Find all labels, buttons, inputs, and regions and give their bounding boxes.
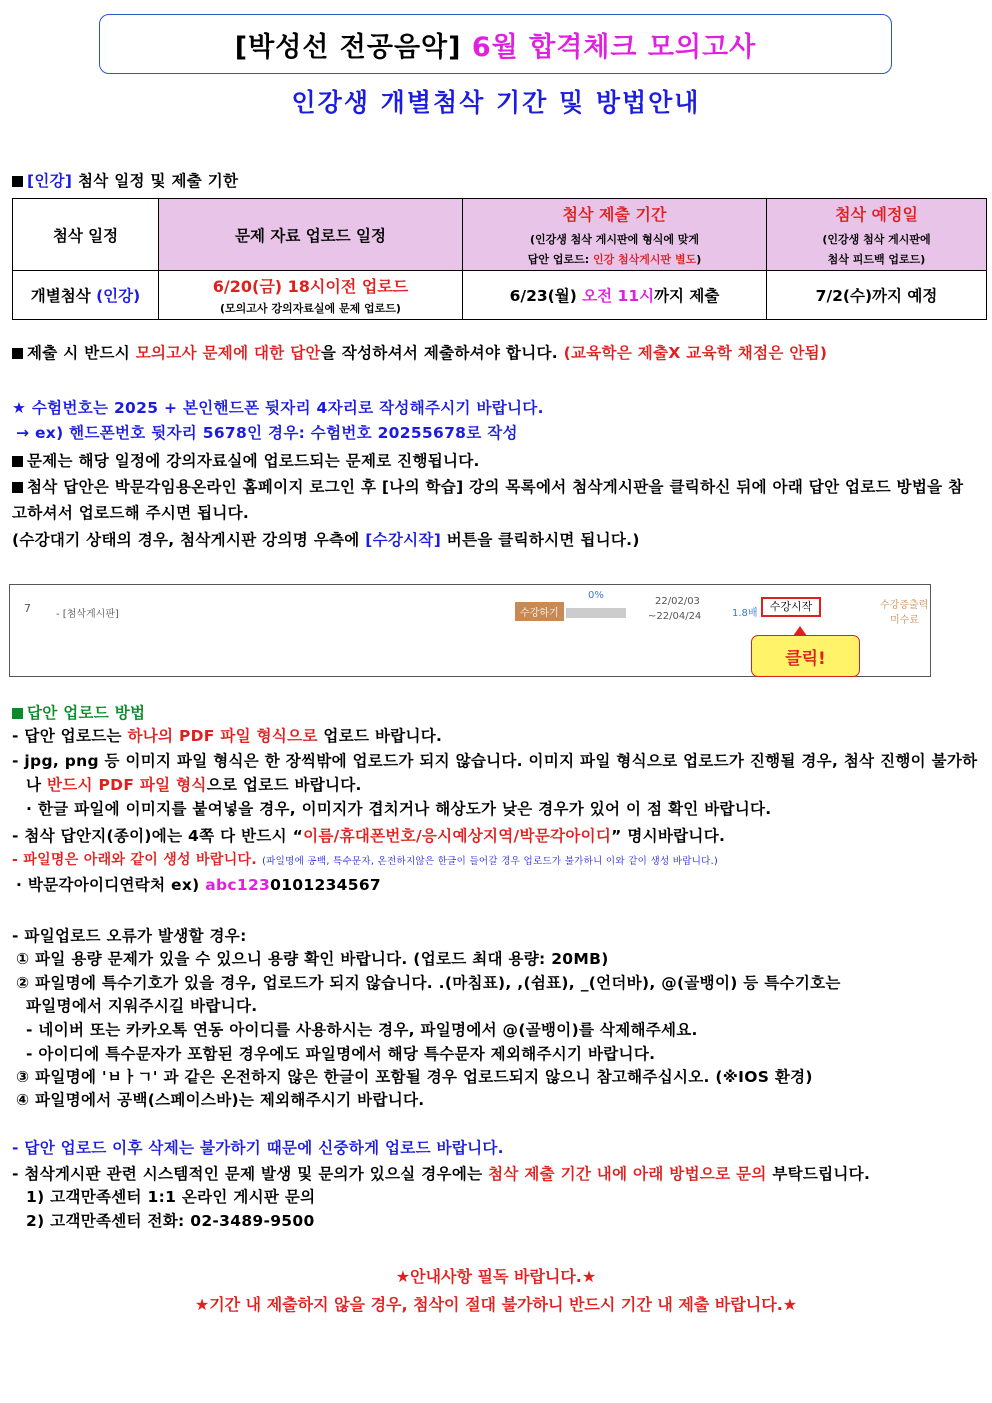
upload-rule-1: - 답안 업로드는 하나의 PDF 파일 형식으로 업로드 바랍니다. <box>12 727 443 745</box>
start-button-note: (수강대기 상태의 경우, 첨삭게시판 강의명 우측에 [수강시작] 버튼을 클릭하시면 됩니다.) <box>12 531 640 549</box>
problem-note: 문제는 해당 일정에 강의자료실에 업로드되는 문제로 진행됩니다. <box>12 449 480 471</box>
exam-number-example: → ex) 핸드폰번호 뒷자리 5678인 경우: 수험번호 20255678로 작성 <box>16 424 518 442</box>
exam-number-note: ★ 수험번호는 2025 + 본인핸드폰 뒷자리 4자리로 작성해주시기 바랍니다. <box>12 399 544 417</box>
square-bullet-icon <box>12 348 23 359</box>
progress-percent: 0% <box>588 590 604 601</box>
error-2b: 파일명에서 지워주시길 바랍니다. <box>26 997 258 1015</box>
course-end-date: ~22/04/24 <box>648 611 702 622</box>
title-box <box>99 14 892 74</box>
submit-note-1: (인강생 첨삭 게시판에 형식에 맞게 <box>529 233 700 246</box>
upload-rule-2b: 나 반드시 PDF 파일 형식으로 업로드 바랍니다. <box>26 776 362 794</box>
schedule-table <box>12 198 987 320</box>
inquiry-note: - 첨삭게시판 관련 시스템적인 문제 발생 및 문의가 있으실 경우에는 첨삭 제출 기간 내에 아래 방법으로 문의 부탁드립니다. <box>12 1165 871 1183</box>
must-read-note: ★안내사항 필독 바랍니다.★ <box>395 1267 597 1286</box>
green-square-icon <box>12 708 23 719</box>
course-start-date: 22/02/03 <box>655 596 700 607</box>
error-2d: - 아이디에 특수문자가 포함된 경우에도 파일명에서 해당 특수문자 제외해주시기 바랍니다. <box>26 1045 656 1063</box>
upload-method-heading: 답안 업로드 방법 <box>12 701 145 723</box>
upload-date: 6/20(금) 18시이전 업로드 <box>212 277 409 296</box>
callout-arrow-icon <box>793 626 807 636</box>
playback-speed: 1.8배 <box>732 608 758 619</box>
upload-rule-4: - 첨삭 답안지(종이)에는 4쪽 다 반드시 “이름/휴대폰번호/응시예상지역/박문각아이디” 명시바랍니다. <box>12 827 726 845</box>
board-note-1: 첨삭 답안은 박문각임용온라인 홈페이지 로그인 후 [나의 학습] 강의 목록에서 첨삭게시판을 클릭하신 뒤에 아래 답안 업로드 방법을 참 <box>12 475 963 497</box>
square-bullet-icon <box>12 482 23 493</box>
start-course-button[interactable]: 수강시작 <box>761 597 821 617</box>
feedback-title: 첨삭 예정일 <box>835 205 918 224</box>
upload-rule-5: - 파일명은 아래와 같이 생성 바랍니다. (파일명에 공백, 특수문자, 온전하지않은 한글이 들어갈 경우 업로드가 불가하니 이와 같이 생성 바랍니다.) <box>12 852 718 868</box>
error-3: ③ 파일명에 'ㅂㅏㄱ' 과 같은 온전하지 않은 한글이 포함될 경우 업로드되지 않으니 참고해주십시오. (※IOS 환경) <box>16 1068 813 1086</box>
no-delete-note: - 답안 업로드 이후 삭제는 불가하기 때문에 신중하게 업로드 바랍니다. <box>12 1139 504 1157</box>
submit-title: 첨삭 제출 기간 <box>562 205 667 224</box>
submit-notice: 제출 시 반드시 모의고사 문제에 대한 답안을 작성하셔서 제출하셔야 합니다. (교육학은 제출X 교육학 채점은 안됨) <box>12 341 827 363</box>
feedback-date-cell: 7/2(수)까지 예정 <box>767 271 987 320</box>
course-list-screenshot <box>9 584 931 677</box>
header-cell-submit <box>463 199 767 271</box>
contact-phone: 2) 고객만족센터 전화: 02-3489-9500 <box>26 1212 315 1230</box>
upload-rule-3: · 한글 파일에 이미지를 붙여넣을 경우, 이미지가 겹치거나 해상도가 낮은 경우가 있어 이 점 확인 바랍니다. <box>26 800 772 818</box>
board-note-2: 고하셔서 업로드해 주시면 됩니다. <box>12 504 250 522</box>
title-main: 6월 합격체크 모의고사 <box>471 31 757 63</box>
header-cell-schedule: 첨삭 일정 <box>13 199 159 271</box>
error-4: ④ 파일명에서 공백(스페이스바)는 제외해주시기 바랍니다. <box>16 1091 425 1109</box>
feedback-note-2: 첨삭 피드백 업로드) <box>827 253 926 266</box>
error-1: ① 파일 용량 문제가 있을 수 있으니 용량 확인 바랍니다. (업로드 최대 용량: 20MB) <box>16 950 609 968</box>
submit-deadline-cell: 6/23(월) 오전 11시까지 제출 <box>463 271 767 320</box>
click-callout: 클릭! <box>751 635 860 677</box>
error-2: ② 파일명에 특수기호가 있을 경우, 업로드가 되지 않습니다. .(마침표), ,(쉼표), _(언더바), @(골뱅이) 등 특수기호는 <box>16 974 841 992</box>
title-bracket: [박성선 전공음악] <box>234 31 462 63</box>
page-subtitle: 인강생 개별첨삭 기간 및 방법안내 <box>291 88 701 117</box>
certificate-print[interactable]: 수강증출력 <box>880 600 929 611</box>
header-cell-feedback <box>767 199 987 271</box>
square-bullet-icon <box>12 456 23 467</box>
contact-board: 1) 고객만족센터 1:1 온라인 게시판 문의 <box>26 1188 316 1206</box>
section-tag: [인강] <box>27 172 73 190</box>
course-number: 7 <box>24 602 31 615</box>
feedback-note-1: (인강생 첨삭 게시판에 <box>822 233 931 246</box>
upload-date-cell <box>159 271 463 320</box>
deadline-warning: ★기간 내 제출하지 않을 경우, 첨삭이 절대 불가하니 반드시 기간 내 제출 바랍니다.★ <box>194 1295 798 1314</box>
error-2c: - 네이버 또는 카카오톡 연동 아이디를 사용하시는 경우, 파일명에서 @(골뱅이)를 삭제해주세요. <box>26 1021 698 1039</box>
completion-status: 미수료 <box>890 615 919 626</box>
square-bullet-icon <box>12 176 23 187</box>
header-cell-upload: 문제 자료 업로드 일정 <box>159 199 463 271</box>
section-label: 첨삭 일정 및 제출 기한 <box>78 172 239 190</box>
upload-note: (모의고사 강의자료실에 문제 업로드) <box>220 302 401 315</box>
row-label: 개별첨삭 (인강) <box>13 271 159 320</box>
progress-track <box>566 608 626 618</box>
filename-example: · 박문각아이디연락처 ex) abc1230101234567 <box>16 876 381 894</box>
upload-rule-2: - jpg, png 등 이미지 파일 형식은 한 장씩밖에 업로드가 되지 않습니다. 이미지 파일 형식으로 업로드가 진행될 경우, 첨삭 진행이 불가하 <box>12 752 978 770</box>
course-name: - [첨삭게시판] <box>56 609 119 620</box>
submit-note-2: 답안 업로드: 인강 첨삭게시판 별도) <box>527 253 702 266</box>
course-status-button[interactable]: 수강하기 <box>515 602 564 621</box>
error-heading: - 파일업로드 오류가 발생할 경우: <box>12 927 247 945</box>
section-schedule-heading <box>12 169 238 191</box>
